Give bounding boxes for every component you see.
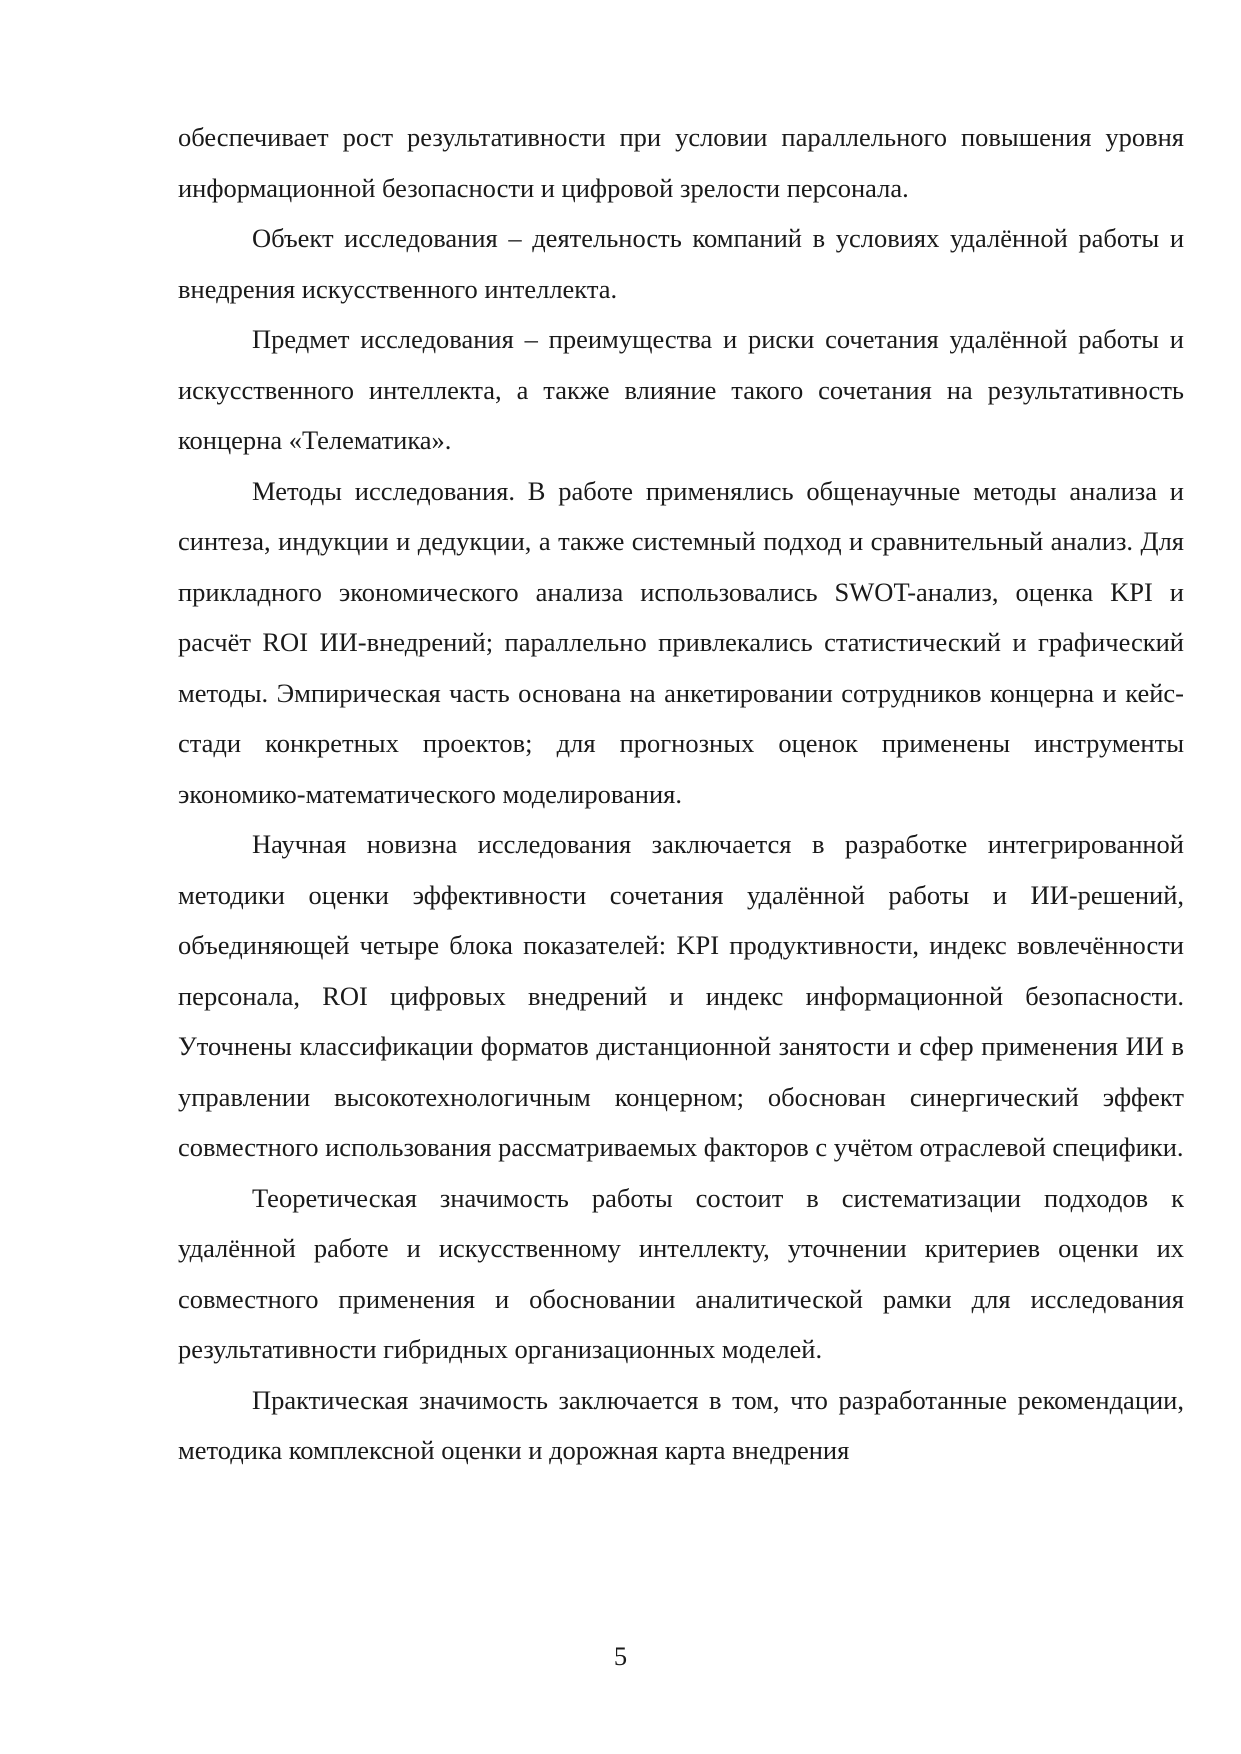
paragraph-scientific-novelty: Научная новизна исследования заключается в разработке интегрированной методики оценки эффективности сочетания удалённой работы и ИИ-решений, объединяющей четыре блока показателей: KPI продуктивности, индекс вовлечённости персонала, ROI цифровых внедрений и индекс информационной безопасности. Уточнены классификации форматов дистанционной занятости и сфер применения ИИ в управлении высокотехнологичным концерном; обоснован синергический эффект совместного использования рассматриваемых факторов с учётом отраслевой специфики. — [178, 829, 1184, 1162]
paragraph-research-subject: Предмет исследования – преимущества и риски сочетания удалённой работы и искусственного интеллекта, а также влияние такого сочетания на результативность концерна «Телематика». — [178, 324, 1184, 455]
paragraph-theoretical-significance: Теоретическая значимость работы состоит в систематизации подходов к удалённой работе и искусственному интеллекту, уточнении критериев оценки их совместного применения и обосновании аналитической рамки для исследования результативности гибридных организационных моделей. — [178, 1182, 1184, 1364]
page-body-text — [178, 112, 1184, 1476]
paragraph-intro-continuation: обеспечивает рост результативности при условии параллельного повышения уровня информационной безопасности и цифровой зрелости персонала. — [178, 122, 1184, 203]
paragraph-research-object: Объект исследования – деятельность компаний в условиях удалённой работы и внедрения искусственного интеллекта. — [178, 223, 1184, 304]
page-number: 5 — [613, 1641, 628, 1671]
paragraph-research-methods: Методы исследования. В работе применялись общенаучные методы анализа и синтеза, индукции и дедукции, а также системный подход и сравнительный анализ. Для прикладного экономического анализа использовались SWOT-анализ, оценка KPI и расчёт ROI ИИ-внедрений; параллельно привлекались статистический и графический методы. Эмпирическая часть основана на анкетировании сотрудников концерна и кейс-стади конкретных проектов; для прогнозных оценок применены инструменты экономико-математического моделирования. — [178, 475, 1184, 809]
paragraph-practical-significance: Практическая значимость заключается в том, что разработанные рекомендации, методика комплексной оценки и дорожная карта внедрения — [178, 1384, 1184, 1465]
